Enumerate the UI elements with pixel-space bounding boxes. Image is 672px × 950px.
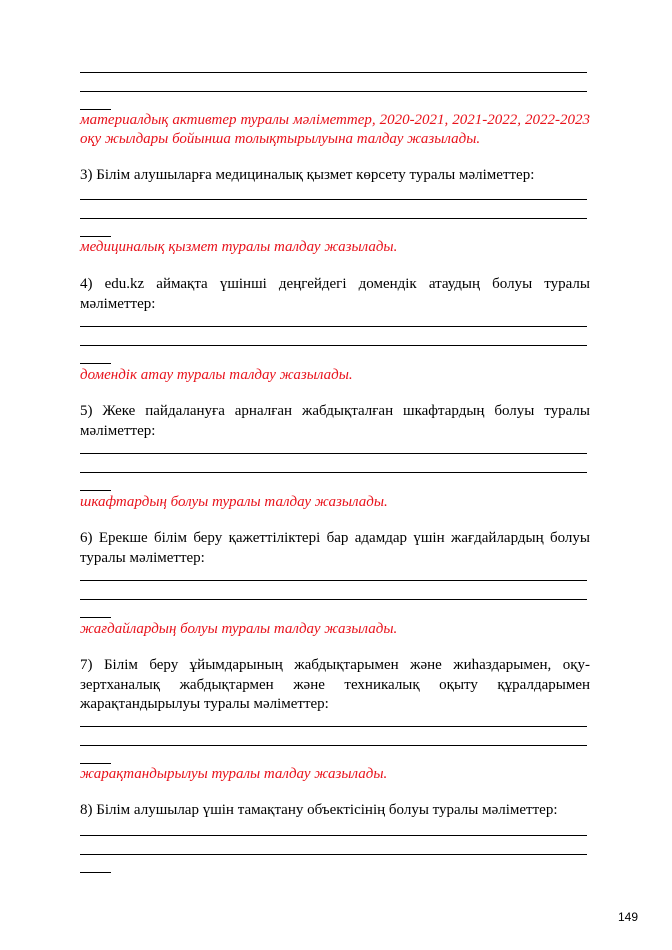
answer-line xyxy=(80,472,587,473)
question-6: 6) Ерекше білім беру қажеттіліктері бар адамдар үшін жағдайлардың болуы туралы мәліметтер: xyxy=(80,530,590,566)
answer-line xyxy=(80,199,587,200)
analysis-note-5: шкафтардың болуы туралы талдау жазылады. xyxy=(80,494,388,510)
answer-line xyxy=(80,453,587,454)
question-5: 5) Жеке пайдалануға арналған жабдықталған шкафтардың болуы туралы мәліметтер: xyxy=(80,403,590,439)
answer-line xyxy=(80,745,587,746)
answer-line xyxy=(80,345,587,346)
answer-line xyxy=(80,326,587,327)
analysis-note-3: медициналық қызмет туралы талдау жазылады. xyxy=(80,239,398,255)
analysis-note-6: жағдайлардың болуы туралы талдау жазылады. xyxy=(80,621,398,637)
answer-line xyxy=(80,72,587,73)
answer-line xyxy=(80,835,587,836)
answer-line-end xyxy=(80,763,111,764)
answer-line-end xyxy=(80,490,111,491)
question-7: 7) Білім беру ұйымдарының жабдықтарымен және жиһаздарымен, оқу-зертханалық жабдықтармен және техникалық оқыту құралдарымен жарақтандырылуы туралы мәліметтер: xyxy=(80,657,590,712)
answer-line xyxy=(80,580,587,581)
question-4: 4) edu.kz аймақта үшінші деңгейдегі домендік атаудың болуы туралы мәліметтер: xyxy=(80,276,590,312)
answer-line-end xyxy=(80,236,111,237)
question-8: 8) Білім алушылар үшін тамақтану объектісінің болуы туралы мәліметтер: xyxy=(80,802,558,818)
answer-line xyxy=(80,854,587,855)
page-number: 149 xyxy=(618,910,639,924)
answer-line-end xyxy=(80,363,111,364)
answer-line-end xyxy=(80,617,111,618)
answer-line xyxy=(80,218,587,219)
answer-line xyxy=(80,91,587,92)
analysis-note-7: жарақтандырылуы туралы талдау жазылады. xyxy=(80,766,388,782)
answer-line-end xyxy=(80,872,111,873)
answer-line-end xyxy=(80,109,111,110)
analysis-note-1: материалдық активтер туралы мәліметтер, 2020-2021, 2021-2022, 2022-2023 оқу жылдары бойынша толықтырылуына талдау жазылады. xyxy=(80,112,590,147)
question-3: 3) Білім алушыларға медициналық қызмет көрсету туралы мәліметтер: xyxy=(80,167,535,183)
answer-line xyxy=(80,726,587,727)
analysis-note-4: домендік атау туралы талдау жазылады. xyxy=(80,367,353,383)
answer-line xyxy=(80,599,587,600)
